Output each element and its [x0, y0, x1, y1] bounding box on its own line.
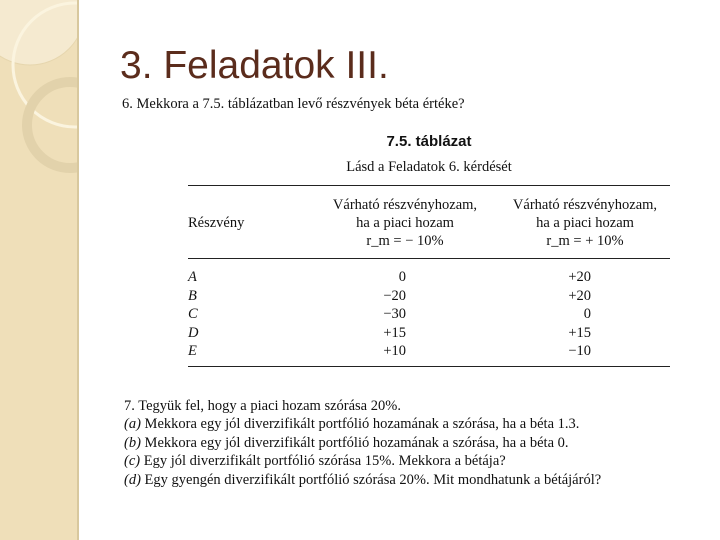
return-down-cell: −30 [383, 306, 406, 322]
header-line: r_m = − 10% [366, 233, 444, 249]
question-6: 6. Mekkora a 7.5. táblázatban levő részvények béta értéke? [122, 96, 465, 112]
table-rule-bottom [188, 366, 670, 367]
stock-name: A [188, 269, 197, 285]
item-text: Mekkora egy jól diverzifikált portfólió hozamának a szórása, ha a béta 0. [140, 434, 569, 451]
decorative-sidebar [0, 0, 79, 540]
header-col-down [300, 196, 510, 250]
return-up-cell: 0 [583, 306, 591, 322]
header-col-up [480, 196, 690, 250]
question-7-item [124, 453, 506, 470]
header-stock: Részvény [188, 215, 245, 231]
question-7-item [124, 472, 601, 489]
item-tag: (b) [124, 434, 141, 451]
table-row [188, 269, 197, 286]
stock-name: D [188, 324, 199, 341]
return-up-cell: −10 [568, 343, 591, 359]
stock-name: C [188, 306, 198, 322]
header-line: Várható részvényhozam, [512, 197, 658, 213]
item-tag: (d) [124, 471, 141, 488]
item-tag: (a) [124, 416, 141, 432]
item-text: Egy jól diverzifikált portfólió szórása 15%. Mekkora a bétája? [140, 453, 506, 469]
table-row [188, 343, 197, 360]
return-down-cell: 0 [398, 269, 406, 285]
return-up-cell: +15 [568, 324, 591, 341]
item-text: Egy gyengén diverzifikált portfólió szórása 20%. Mit mondhatunk a bétájáról? [140, 471, 602, 488]
table-subtitle: Lásd a Feladatok 6. kérdését [346, 159, 512, 175]
circle-decoration-icon [0, 0, 77, 540]
table-rule-top [188, 185, 670, 186]
table-row [188, 288, 197, 305]
item-text: Mekkora egy jól diverzifikált portfólió hozamának a szórása, ha a béta 1.3. [140, 416, 580, 432]
table-title: 7.5. táblázat [386, 133, 472, 150]
table-row [188, 325, 198, 342]
header-line: r_m = + 10% [546, 233, 624, 249]
table-row [188, 306, 198, 323]
header-line: ha a piaci hozam [356, 215, 454, 231]
return-up-cell: +20 [568, 287, 591, 304]
question-7-item [124, 416, 579, 433]
return-down-cell: +15 [383, 324, 406, 341]
slide-title: 3. Feladatok III. [120, 44, 389, 87]
table-rule-header [188, 258, 670, 259]
return-up-cell: +20 [568, 269, 591, 285]
header-line: ha a piaci hozam [536, 215, 634, 231]
question-7-intro: 7. Tegyük fel, hogy a piaci hozam szórása 20%. [124, 398, 401, 414]
header-line: Várható részvényhozam, [332, 197, 478, 213]
stock-name: B [188, 287, 197, 304]
stock-name: E [188, 343, 197, 359]
item-tag: (c) [124, 453, 141, 469]
return-down-cell: −20 [383, 287, 406, 304]
question-7-item [124, 435, 569, 452]
return-down-cell: +10 [383, 343, 406, 359]
